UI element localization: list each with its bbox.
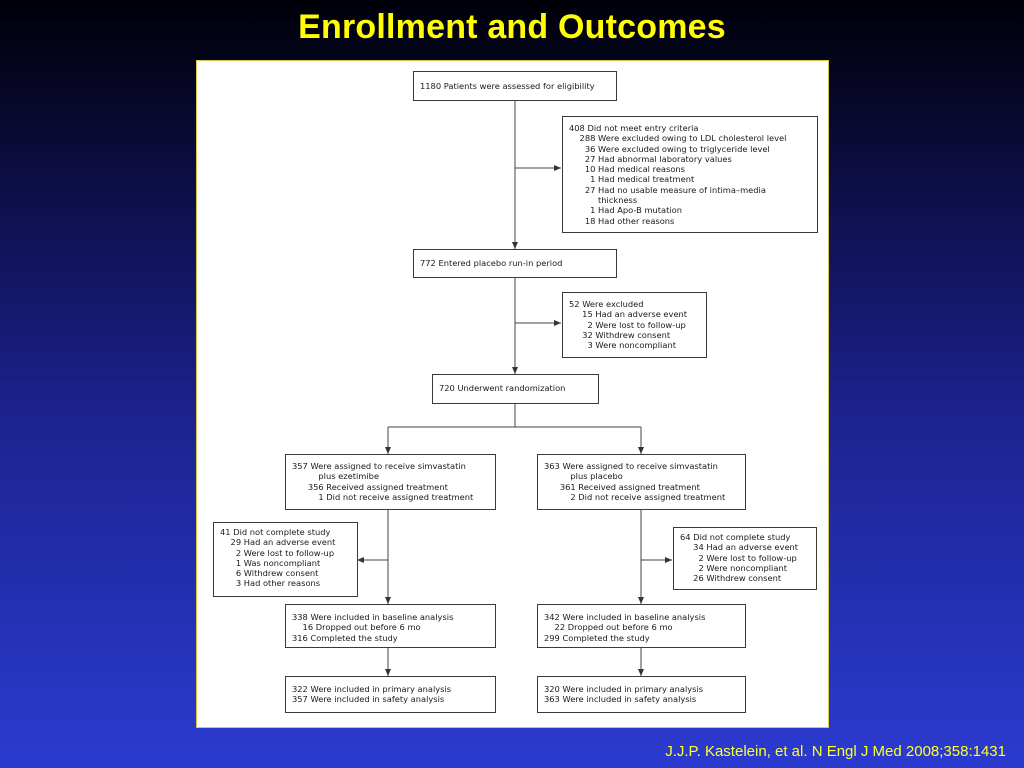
box-right-baseline [537, 604, 746, 648]
flow-line: 34 Had an adverse event [680, 542, 799, 553]
flow-line: 1 Had medical treatment [569, 174, 695, 185]
flow-line: 26 Withdrew consent [680, 573, 782, 584]
citation: J.J.P. Kastelein, et al. N Engl J Med 2008;358:1431 [665, 743, 1006, 760]
flow-line: 288 Were excluded owing to LDL cholesterol level [569, 133, 787, 144]
flow-line: 1180 Patients were assessed for eligibility [420, 81, 595, 91]
flow-line: 29 Had an adverse event [220, 537, 336, 548]
flow-line: 27 Had abnormal laboratory values [569, 153, 732, 164]
slide-title: Enrollment and Outcomes [298, 8, 726, 46]
flow-line: 2 Were lost to follow-up [220, 547, 335, 558]
box-assessed [413, 71, 617, 101]
flow-line: 316 Completed the study [292, 632, 398, 643]
flow-line: 27 Had no usable measure of intima–media [569, 184, 766, 195]
flow-line: 10 Had medical reasons [569, 164, 685, 175]
flow-line: 22 Dropped out before 6 mo [544, 622, 673, 633]
flow-line: 18 Had other reasons [569, 215, 675, 226]
flow-line: 52 Were excluded [569, 299, 644, 309]
box-entry-exclusions [562, 116, 818, 233]
box-left-assigned [285, 454, 496, 510]
flow-line: 322 Were included in primary analysis [292, 684, 452, 694]
box-runin-exclusions [562, 292, 707, 358]
flow-line: 3 Had other reasons [220, 578, 321, 589]
flow-line: 338 Were included in baseline analysis [292, 612, 454, 622]
flow-line: 64 Did not complete study [680, 532, 791, 542]
flow-line: 36 Were excluded owing to triglyceride level [569, 143, 770, 154]
flow-line: 363 Were assigned to receive simvastatin [544, 461, 718, 471]
flow-line: 2 Were noncompliant [680, 562, 787, 573]
box-runin [413, 249, 617, 278]
flow-line: 1 Was noncompliant [220, 557, 321, 568]
flow-line: 16 Dropped out before 6 mo [292, 622, 421, 633]
flow-line: 720 Underwent randomization [439, 383, 566, 393]
flow-line: 2 Were lost to follow-up [680, 552, 797, 563]
box-randomization [432, 374, 599, 404]
flow-line: 361 Received assigned treatment [544, 481, 700, 492]
flow-line: 2 Were lost to follow-up [569, 319, 686, 330]
flow-line: 408 Did not meet entry criteria [569, 123, 699, 133]
box-left-baseline [285, 604, 496, 648]
flow-line: 356 Received assigned treatment [292, 481, 448, 492]
box-left-dropout [213, 522, 358, 597]
flowchart-panel [196, 60, 829, 728]
box-right-assigned [537, 454, 746, 510]
flow-line: 32 Withdrew consent [569, 329, 671, 340]
flow-line: 357 Were included in safety analysis [292, 694, 445, 705]
flow-line: 1 Had Apo-B mutation [569, 205, 683, 216]
flow-line: 3 Were noncompliant [569, 340, 676, 351]
flow-line: 363 Were included in safety analysis [544, 694, 697, 705]
flow-line: 772 Entered placebo run-in period [420, 258, 563, 268]
flow-line: 15 Had an adverse event [569, 309, 688, 320]
box-left-final [285, 676, 496, 713]
flow-line: 342 Were included in baseline analysis [544, 612, 706, 622]
box-right-final [537, 676, 746, 713]
box-right-dropout [673, 527, 817, 590]
flow-line: 41 Did not complete study [220, 527, 331, 537]
flow-line: thickness [569, 195, 638, 206]
flow-line: 320 Were included in primary analysis [544, 684, 704, 694]
flow-line: 299 Completed the study [544, 632, 650, 643]
flow-line: plus placebo [544, 471, 623, 482]
flow-line: 1 Did not receive assigned treatment [292, 491, 474, 502]
flow-line: 6 Withdrew consent [220, 568, 319, 579]
flow-line: 357 Were assigned to receive simvastatin [292, 461, 466, 471]
flow-line: plus ezetimibe [292, 471, 380, 482]
flow-line: 2 Did not receive assigned treatment [544, 491, 726, 502]
